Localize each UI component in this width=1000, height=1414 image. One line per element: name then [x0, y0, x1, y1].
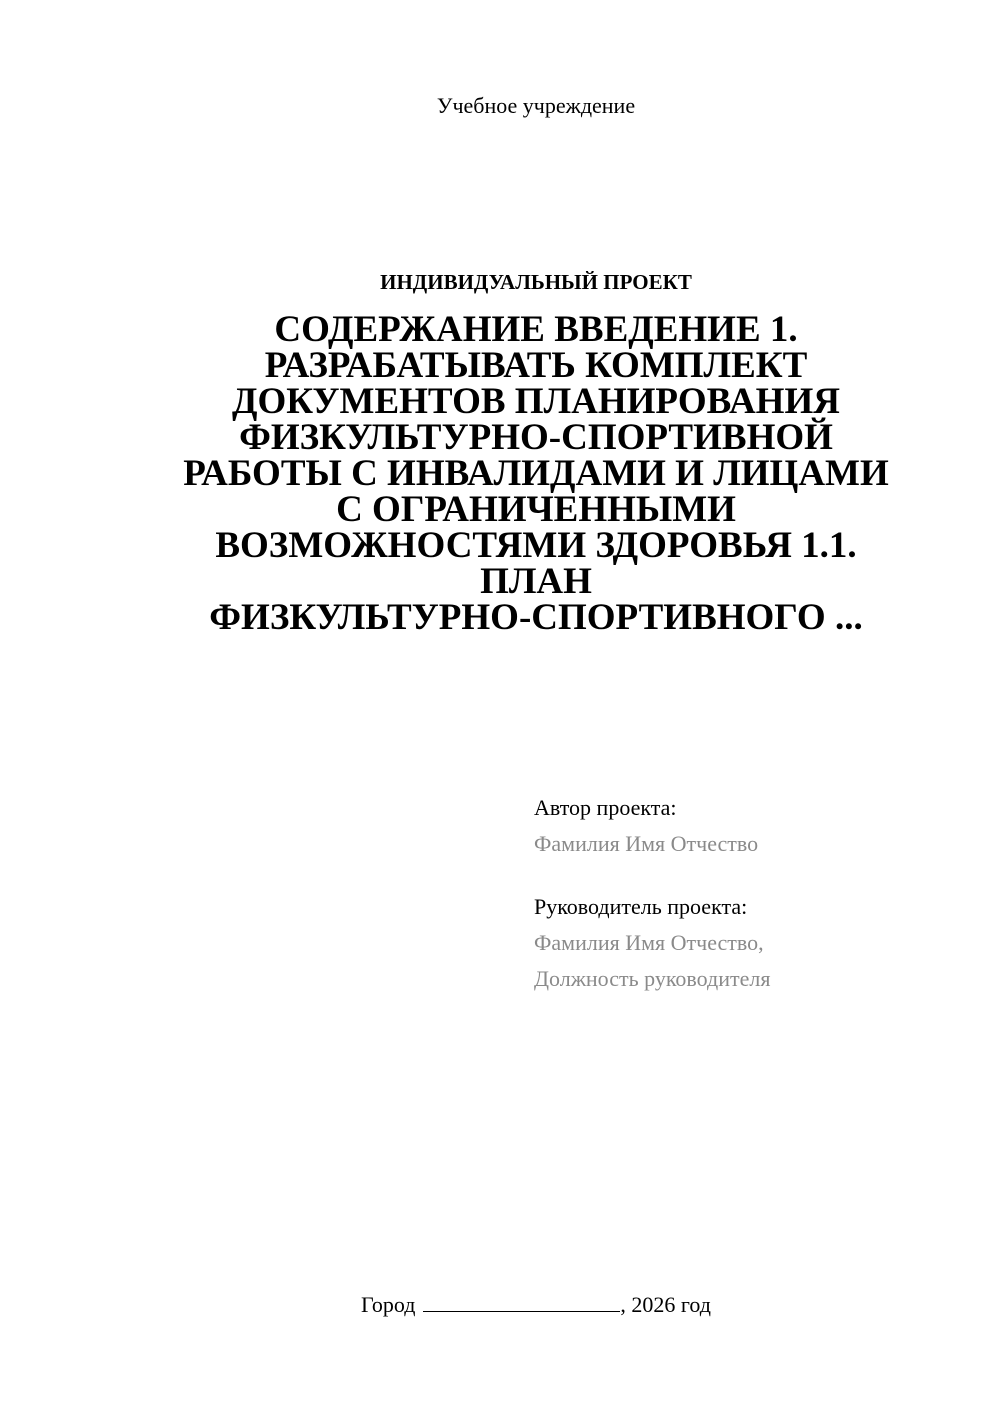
title-line: ФИЗКУЛЬТУРНО-СПОРТИВНОЙ — [239, 417, 833, 458]
supervisor-label: Руководитель проекта: — [534, 894, 748, 919]
title-line: ПЛАН — [480, 561, 592, 602]
city-year-line — [0, 1290, 1000, 1320]
title-line: ДОКУМЕНТОВ ПЛАНИРОВАНИЯ — [232, 381, 840, 422]
author-label: Автор проекта: — [534, 795, 677, 820]
title-line: РАЗРАБАТЫВАТЬ КОМПЛЕКТ — [264, 345, 808, 386]
project-people — [534, 790, 954, 997]
project-title — [150, 309, 922, 638]
supervisor-name: Фамилия Имя Отчество, — [534, 930, 764, 955]
city-blank-line — [423, 1291, 620, 1312]
title-line: СОДЕРЖАНИЕ ВВЕДЕНИЕ 1. — [274, 309, 798, 350]
title-line: РАБОТЫ С ИНВАЛИДАМИ И ЛИЦАМИ — [183, 453, 889, 494]
title-line: ФИЗКУЛЬТУРНО-СПОРТИВНОГО ... — [209, 597, 863, 638]
document-type: ИНДИВИДУАЛЬНЫЙ ПРОЕКТ — [380, 270, 692, 294]
supervisor-position: Должность руководителя — [534, 966, 771, 991]
title-line: С ОГРАНИЧЕННЫМИ — [336, 489, 736, 530]
spacer — [534, 862, 954, 889]
year-text: , 2026 год — [620, 1292, 711, 1317]
city-label: Город — [361, 1292, 416, 1317]
author-name: Фамилия Имя Отчество — [534, 831, 759, 856]
institution-name: Учебное учреждение — [436, 93, 636, 118]
title-line: ВОЗМОЖНОСТЯМИ ЗДОРОВЬЯ 1.1. — [215, 525, 857, 566]
